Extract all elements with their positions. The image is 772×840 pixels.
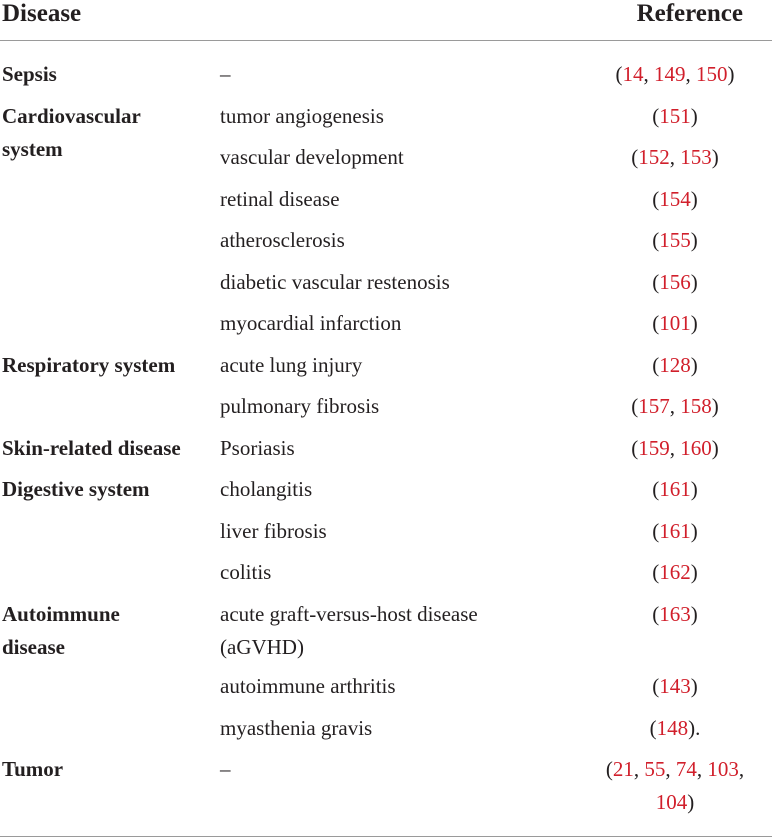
condition-cell: cholangitis [220,477,313,501]
condition-cell: colitis [220,560,272,584]
citation-link[interactable]: 152 [638,145,670,169]
condition-cell: tumor angiogenesis [220,104,384,128]
disease-cell: Digestive system [2,477,150,501]
citation-link[interactable]: 153 [680,145,712,169]
condition-cell: acute graft-versus-host disease (aGVHD) [220,602,478,659]
condition-cell: liver fibrosis [220,519,327,543]
condition-cell: – [220,757,231,781]
header-reference: Reference [636,0,743,27]
condition-cell: pulmonary fibrosis [220,394,380,418]
reference-cell: (163) [652,602,698,626]
citation-link[interactable]: 74 [675,757,697,781]
citation-link[interactable]: 150 [696,62,728,86]
citation-link[interactable]: 101 [659,311,691,335]
condition-cell: myocardial infarction [220,311,402,335]
disease-cell: Cardiovascular system [2,104,141,161]
citation-link[interactable]: 55 [644,757,666,781]
citation-link[interactable]: 148 [656,716,689,740]
citation-link[interactable]: 104 [655,790,688,814]
citation-link[interactable]: 149 [654,62,686,86]
citation-link[interactable]: 103 [707,757,739,781]
citation-link[interactable]: 128 [659,353,691,377]
reference-cell: (14, 149, 150) [615,62,735,86]
citation-link[interactable]: 162 [659,560,691,584]
citation-link[interactable]: 161 [659,477,691,501]
disease-cell: Autoimmune disease [2,602,120,659]
citation-link[interactable]: 21 [612,757,634,781]
reference-cell: (155) [652,228,698,252]
disease-cell: Tumor [2,757,64,781]
reference-cell: (143) [652,674,698,698]
reference-cell: (157, 158) [631,394,719,418]
reference-cell: (148). [649,716,701,740]
citation-link[interactable]: 143 [659,674,691,698]
reference-cell: (21, 55, 74, 103, 104) [605,757,745,814]
citation-link[interactable]: 158 [680,394,712,418]
citation-link[interactable]: 155 [659,228,691,252]
header-disease: Disease [2,0,82,27]
condition-cell: retinal disease [220,187,340,211]
citation-link[interactable]: 14 [622,62,644,86]
reference-cell: (101) [652,311,698,335]
disease-cell: Skin-related disease [2,436,181,460]
condition-cell: – [220,62,231,86]
condition-cell: acute lung injury [220,353,363,377]
reference-cell: (156) [652,270,698,294]
condition-cell: atherosclerosis [220,228,345,252]
citation-link[interactable]: 159 [638,436,670,460]
reference-cell: (161) [652,519,698,543]
disease-cell: Sepsis [2,62,57,86]
condition-cell: Psoriasis [220,436,295,460]
citation-link[interactable]: 157 [638,394,670,418]
reference-cell: (154) [652,187,698,211]
citation-link[interactable]: 163 [659,602,691,626]
citation-link[interactable]: 154 [659,187,691,211]
reference-cell: (161) [652,477,698,501]
citation-link[interactable]: 161 [659,519,691,543]
condition-cell: vascular development [220,145,404,169]
header-rule [0,40,772,41]
condition-cell: diabetic vascular restenosis [220,270,450,294]
citation-link[interactable]: 156 [659,270,691,294]
reference-cell: (159, 160) [631,436,719,460]
citation-link[interactable]: 151 [659,104,691,128]
bottom-rule [0,836,772,837]
reference-cell: (128) [652,353,698,377]
citation-link[interactable]: 160 [680,436,712,460]
reference-cell: (152, 153) [631,145,719,169]
reference-cell: (151) [652,104,698,128]
disease-cell: Respiratory system [2,353,176,377]
condition-cell: myasthenia gravis [220,716,373,740]
reference-cell: (162) [652,560,698,584]
table-header [0,0,772,40]
condition-cell: autoimmune arthritis [220,674,396,698]
